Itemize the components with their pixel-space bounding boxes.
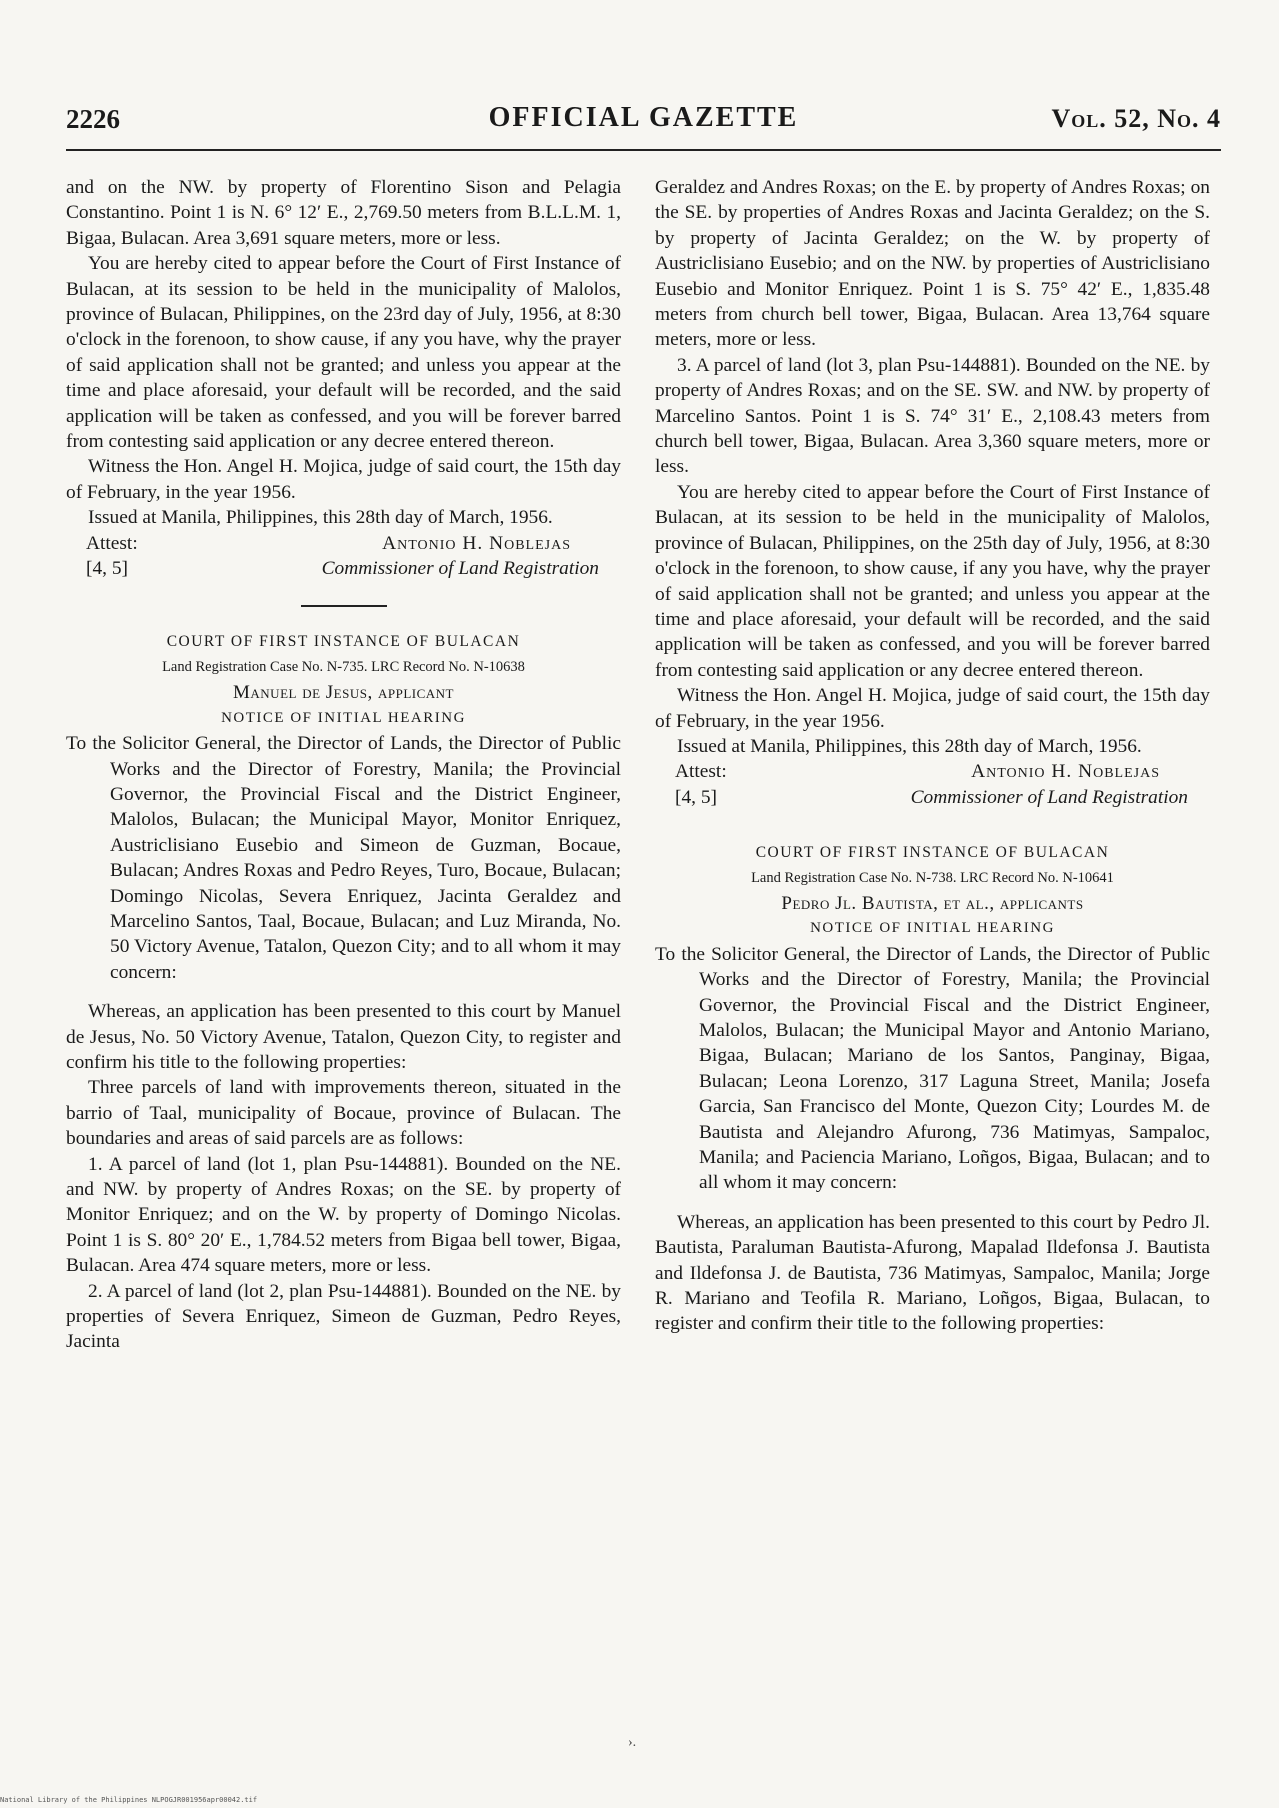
- reference-number: [4, 5]: [675, 786, 718, 808]
- page-number: 2226: [66, 104, 120, 134]
- paragraph: Geraldez and Andres Roxas; on the E. by property of Andres Roxas; on the SE. by properties of Andres Roxas and Jacinta Geraldez; on the S. by property of Jacinta Geraldez; on the W. by property of Austriclisiano Eusebio; and on the NW. by properties of Austriclisiano Eusebio and Monitor Enriquez. Point 1 is S. 75° 42′ E., 1,835.48 meters from church bell tower, Bigaa, Bulacan. Area 13,764 square meters, more or less.: [655, 177, 1210, 351]
- addressees: To the Solicitor General, the Director of Lands, the Director of Public Works and the Director of Forestry, Manila; the Provincial Governor, the Provincial Fiscal and the District Engineer, Malolos, Bulacan; the Municipal Mayor, Monitor Enriquez, Austriclisiano Eusebio and Simeon de Guzman, Bocaue, Bulacan; Andres Roxas and Pedro Reyes, Turo, Bocaue, Bulacan; Domingo Nicolas, Severa Enriquez, Jacinta Geraldez and Marcelino Santos, Taal, Bocaue, Bulacan; and Luz Miranda, No. 50 Victory Avenue, Tatalon, Quezon City; and to all whom it may concern:: [66, 733, 621, 983]
- applicant: Pedro Jl. Bautista, et al., applicants: [781, 892, 1084, 914]
- signer-row: [655, 785, 1210, 810]
- signer-title: Commissioner of Land Registration: [321, 558, 599, 580]
- attest-label: Attest:: [86, 532, 138, 554]
- notice-heading: NOTICE OF INITIAL HEARING: [221, 709, 466, 726]
- section-divider: [301, 605, 387, 607]
- paragraph: 3. A parcel of land (lot 3, plan Psu-144881). Bounded on the NE. by property of Andres Roxas; and on the SE. SW. and NW. by property of Marcelino Santos. Point 1 is S. 74° 31′ E., 2,108.43 meters from church bell tower, Bigaa, Bulacan. Area 3,360 square meters, more or less.: [655, 354, 1210, 478]
- scan-footer: National Library of the Philippines NLPOGJR001956apr00042.tif: [0, 1796, 258, 1804]
- signer-name: Antonio H. Noblejas: [971, 761, 1160, 783]
- left-column: [66, 175, 621, 1355]
- header-rule: [66, 149, 1221, 151]
- page-header: [66, 100, 1221, 140]
- paragraph: 1. A parcel of land (lot 1, plan Psu-144881). Bounded on the NE. and NW. by property of Andres Roxas; on the SE. by property of Monitor Enriquez; and on the W. by property of Domingo Nicolas. Point 1 is S. 80° 20′ E., 1,784.52 meters from Bigaa bell tower, Bigaa, Bulacan. Area 474 square meters, more or less.: [66, 1153, 621, 1277]
- attest-row: [66, 531, 621, 556]
- signer-name: Antonio H. Noblejas: [382, 532, 571, 554]
- paragraph: Issued at Manila, Philippines, this 28th day of March, 1956.: [88, 507, 553, 529]
- addressees: To the Solicitor General, the Director of Lands, the Director of Public Works and the Director of Forestry, Manila; the Provincial Governor, the Provincial Fiscal and the District Engineer, Malolos, Bulacan; the Municipal Mayor and Antonio Mariano, Bigaa, Bulacan; Mariano de los Santos, Panginay, Bigaa, Bulacan; Leona Lorenzo, 317 Laguna Street, Manila; Josefa Garcia, San Francisco del Monte, Quezon City; Lourdes M. de Bautista and Alejandro Afurong, 736 Matimyas, Sampaloc, Manila; and Paciencia Mariano, Loñgos, Bigaa, Bulacan; and to all whom it may concern:: [655, 943, 1210, 1194]
- signer-title: Commissioner of Land Registration: [910, 786, 1188, 808]
- court-heading: COURT OF FIRST INSTANCE OF BULACAN: [755, 844, 1110, 862]
- case-number: Land Registration Case No. N-738. LRC Record No. N-10641: [751, 869, 1114, 886]
- court-heading: COURT OF FIRST INSTANCE OF BULACAN: [166, 633, 521, 651]
- signer-row: [66, 556, 621, 581]
- volume-number: Vol. 52, No. 4: [1051, 104, 1221, 133]
- reference-number: [4, 5]: [86, 558, 129, 580]
- applicant: Manuel de Jesus, applicant: [233, 682, 454, 704]
- publication-title: OFFICIAL GAZETTE: [488, 102, 799, 133]
- paragraph: and on the NW. by property of Florentino Sison and Pelagia Constantino. Point 1 is N. 6° 12′ E., 2,769.50 meters from B.L.L.M. 1, Bigaa, Bulacan. Area 3,691 square meters, more or less.: [66, 177, 621, 249]
- right-column: [655, 175, 1210, 1337]
- paragraph: Witness the Hon. Angel H. Mojica, judge of said court, the 15th day of February, in the year 1956.: [655, 685, 1210, 732]
- paragraph: Three parcels of land with improvements thereon, situated in the barrio of Taal, municipality of Bocaue, province of Bulacan. The boundaries and areas of said parcels are as follows:: [66, 1077, 621, 1150]
- paragraph: Witness the Hon. Angel H. Mojica, judge of said court, the 15th day of February, in the year 1956.: [66, 456, 621, 503]
- attest-label: Attest:: [675, 761, 727, 783]
- notice-heading: NOTICE OF INITIAL HEARING: [810, 920, 1055, 937]
- paragraph: 2. A parcel of land (lot 2, plan Psu-144881). Bounded on the NE. by properties of Severa Enriquez, Simeon de Guzman, Pedro Reyes, Jacinta: [66, 1280, 621, 1353]
- paragraph: Whereas, an application has been presented to this court by Manuel de Jesus, No. 50 Victory Avenue, Tatalon, Quezon City, to register and confirm his title to the following properties:: [66, 1001, 621, 1073]
- paragraph: You are hereby cited to appear before the Court of First Instance of Bulacan, at its session to be held in the municipality of Malolos, province of Bulacan, Philippines, on the 23rd day of July, 1956, at 8:30 o'clock in the forenoon, to show cause, if any you have, why the prayer of said application shall not be granted; and unless you appear at the time and place aforesaid, your default will be recorded, and the said application will be taken as confessed, and you will be forever barred from contesting said application or any decree entered thereon.: [66, 253, 621, 453]
- case-number: Land Registration Case No. N-735. LRC Record No. N-10638: [162, 658, 525, 675]
- paragraph: Whereas, an application has been presented to this court by Pedro Jl. Bautista, Paraluman Bautista-Afurong, Mapalad Ildefonsa J. Bautista and Ildefonsa J. de Bautista, 736 Matimyas, Sampaloc, Manila; Jorge R. Mariano and Teofila R. Mariano, Loñgos, Bigaa, Bulacan, to register and confirm their title to the following properties:: [655, 1211, 1210, 1335]
- scan-artifact: ›.: [628, 1735, 637, 1750]
- attest-row: [655, 759, 1210, 784]
- paragraph: Issued at Manila, Philippines, this 28th day of March, 1956.: [677, 735, 1142, 757]
- paragraph: You are hereby cited to appear before the Court of First Instance of Bulacan, at its session to be held in the municipality of Malolos, province of Bulacan, Philippines, on the 25th day of July, 1956, at 8:30 o'clock in the forenoon, to show cause, if any you have, why the prayer of said application shall not be granted; and unless you appear at the time and place aforesaid, your default will be recorded, and the said application will be taken as confessed, and you will be forever barred from contesting said application or any decree entered thereon.: [655, 481, 1210, 681]
